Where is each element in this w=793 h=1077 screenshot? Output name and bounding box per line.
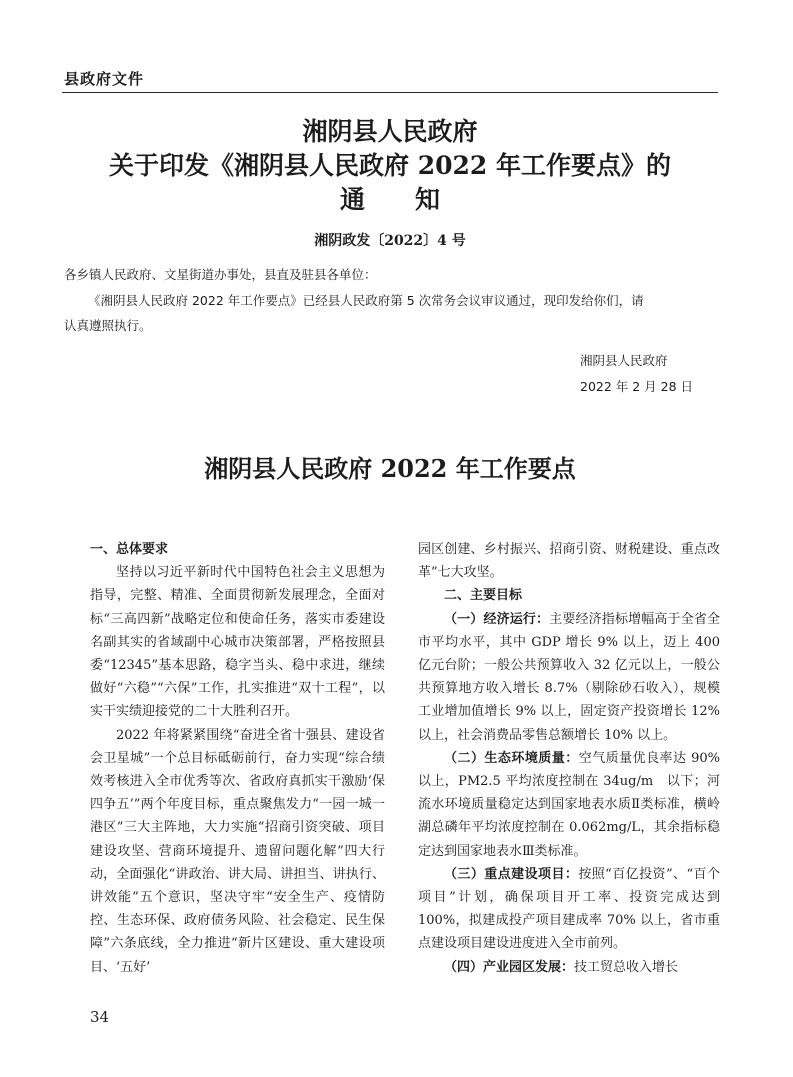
goal-label: （二）生态环境质量：: [444, 750, 579, 766]
right-column: [418, 538, 725, 979]
notice-body-line-1: 《湘阴县人民政府 2022 年工作要点》已经县人民政府第 5 次常务会议审议通过，现印发给你们，请: [88, 293, 644, 308]
goal-text: 空气质量优良率达 90% 以上，PM2.5 平均浓度控制在 34ug/m 以下；河流水环境质量稳定达到国家地表水质Ⅱ类标准，横岭湖总磷年平均浓度控制在 0.062mg/L，其余指标稳定达到国家地表水Ⅲ类标准。: [418, 750, 725, 859]
goal-text: 按照“百亿投资”、“百个项目”计划，确保项目开工率、投资完成达到 100%，拟建成投产项目建成率 70% 以上，省市重点建设项目建设进度进入全市前列。: [418, 866, 725, 952]
goal-paragraph: [418, 956, 720, 979]
document-title-line-2: 关于印发《湘阴县人民政府 2022 年工作要点》的: [109, 151, 671, 180]
document-title-line-3: 通 知: [339, 185, 440, 214]
heading-main-goals: 二、主要目标: [444, 588, 523, 604]
main-title: 湘阴县人民政府 2022 年工作要点: [204, 454, 576, 483]
paragraph: 2022 年将紧紧围绕“奋进全省十强县、建设省会卫星城”一个总目标砥砺前行，奋力实现“综合绩效考核进入全市优秀等次、省政府真抓实干激励‘保四争五’”两个年度目标，重点聚焦发力“一园一城一港区”三大主阵地，大力实施“招商引资突破、项目建设攻坚、营商环境提升、遗留问题化解”四大行动，全面强化“讲政治、讲大局、讲担当、讲执行、讲效能”五个意识，坚决守牢“安全生产、疫情防控、生态环保、政府债务风险、社会稳定、民生保障”六条底线，全力推进“新片区建设、重大建设项目、‘五好’: [90, 727, 385, 975]
document-title-line-1: 湘阴县人民政府: [302, 117, 478, 146]
page-number: 34: [90, 1008, 110, 1026]
goal-paragraph: [418, 747, 725, 863]
header-divider: [62, 92, 718, 93]
goal-text: 技工贸总收入增长: [574, 959, 679, 975]
paragraph-continued: 园区创建、乡村振兴、招商引资、财税建设、重点改革”七大攻坚。: [418, 542, 720, 581]
signature-issuer: 湘阴县人民政府: [580, 353, 668, 368]
signature-date: 2022 年 2 月 28 日: [580, 379, 694, 394]
addressee: 各乡镇人民政府、文星街道办事处，县直及驻县各单位：: [64, 267, 377, 282]
goal-paragraph: [418, 608, 725, 747]
goal-text: 主要经济指标增幅高于全省全市平均水平，其中 GDP 增长 9% 以上，迈上 400 亿元台阶；一般公共预算收入 32 亿元以上，一般公共预算地方收入增长 8.7%（剔除砂石收入），规模工业增加值增长 9% 以上，固定资产投资增长 12% 以上，社会消费品零售总额增长 10% 以上。: [418, 611, 725, 743]
paragraph: 坚持以习近平新时代中国特色社会主义思想为指导，完整、精准、全面贯彻新发展理念，全面对标“三高四新”战略定位和使命任务，落实市委建设名副其实的省域副中心城市决策部署，严格按照县委“12345”基本思路，稳字当头、稳中求进，继续做好“六稳”“六保”工作，扎实推进“双十工程”，以实干实绩迎接党的二十大胜利召开。: [90, 565, 385, 720]
goal-label: （四）产业园区发展：: [444, 959, 575, 975]
goal-paragraph: [418, 863, 725, 956]
section-label: 县政府文件: [64, 70, 145, 88]
left-column: [90, 538, 385, 979]
heading-general-requirements: 一、总体要求: [90, 542, 169, 557]
goal-label: （一）经济运行：: [444, 611, 550, 627]
goal-label: （三）重点建设项目：: [444, 866, 579, 882]
notice-body-line-2: 认真遵照执行。: [64, 318, 152, 333]
document-number: 湘阴政发〔2022〕4 号: [314, 233, 466, 249]
